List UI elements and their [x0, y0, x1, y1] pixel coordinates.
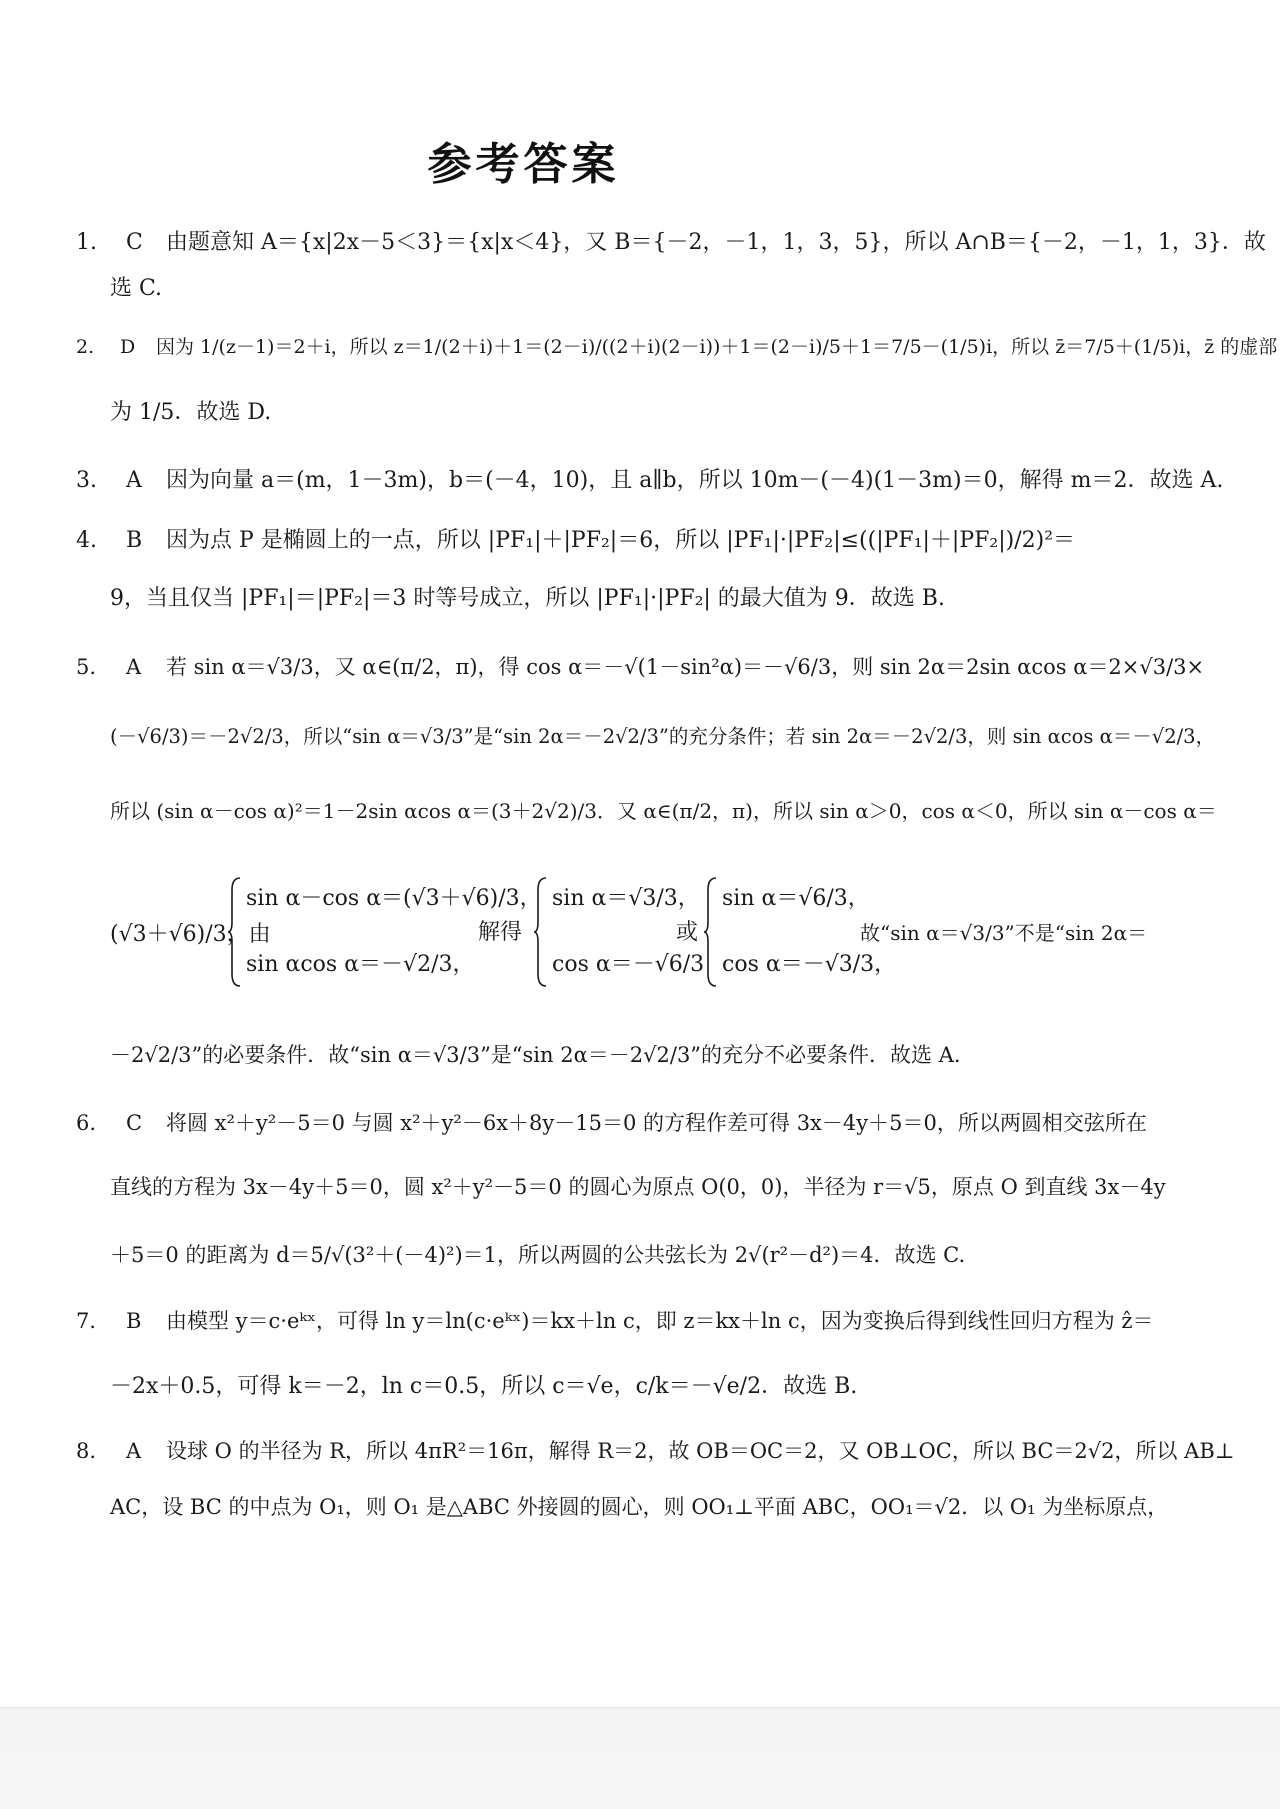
page-bottom-margin [0, 1708, 1280, 1809]
solution-1-sin: sin α＝√3/3， [552, 886, 700, 911]
answer-6-line-1 [76, 1108, 1147, 1138]
answer-choice: D [120, 336, 136, 358]
answer-number: 2. [76, 336, 95, 358]
answer-choice: B [126, 1309, 142, 1333]
solution-2-cos: cos α＝－√3/3， [722, 952, 897, 977]
answer-text: 由题意知 A＝{x|2x－5＜3}＝{x|x＜4}，又 B＝{－2，－1，1，3，5}，所以 A∩B＝{－2，－1，1，3}．故 [166, 230, 1266, 255]
left-brace-solution-2 [704, 876, 718, 994]
answer-8-line-2: AC，设 BC 的中点为 O₁，则 O₁ 是△ABC 外接圆的圆心，则 OO₁⊥平面 ABC，OO₁＝√2．以 O₁ 为坐标原点， [110, 1495, 1169, 1519]
answer-text: 若 sin α＝√3/3，又 α∈(π/2，π)，得 cos α＝－√(1－sin²α)＝－√6/3，则 sin 2α＝2sin αcos α＝2×√3/3× [166, 655, 1205, 679]
answer-choice: C [126, 1111, 143, 1135]
not-necessary-clause: 故“sin α＝√3/3”不是“sin 2α＝ [860, 921, 1148, 945]
answer-text: 因为向量 a＝(m，1－3m)，b＝(－4，10)，且 a∥b，所以 10m－(－4)(1－3m)＝0，解得 m＝2．故选 A. [166, 468, 1224, 493]
answer-number: 7. [76, 1309, 97, 1333]
page-title: 参考答案 [427, 139, 620, 190]
brace-icon [228, 876, 242, 988]
answer-4-line-2: 9，当且仅当 |PF₁|＝|PF₂|＝3 时等号成立，所以 |PF₁|·|PF₂| 的最大值为 9．故选 B. [110, 586, 945, 611]
brace-icon [534, 876, 548, 988]
answer-choice: A [126, 1439, 142, 1463]
solve-label: 解得 [478, 920, 523, 945]
answer-5-line-2: (－√6/3)＝－2√2/3，所以“sin α＝√3/3”是“sin 2α＝－2√2/3”的充分条件；若 sin 2α＝－2√2/3，则 sin αcos α＝－√2/3， [110, 725, 1216, 748]
answer-1-line-1 [76, 228, 1266, 258]
answer-choice: C [126, 230, 143, 255]
answer-5-line-3: 所以 (sin α－cos α)²＝1－2sin αcos α＝(3＋2√2)/3．又 α∈(π/2，π)，所以 sin α＞0，cos α＜0，所以 sin α－cos α＝ [110, 799, 1217, 823]
left-brace-solution-1 [534, 876, 548, 994]
answer-text: 因为 1/(z－1)＝2＋i，所以 z＝1/(2＋i)＋1＝(2－i)/((2＋i)(2－i))＋1＝(2－i)/5＋1＝7/5－(1/5)i，所以 z̄＝7/5＋(1/5)i，z̄ 的虚部 [156, 336, 1278, 358]
answer-choice: A [126, 468, 142, 493]
given-eq-2: sin αcos α＝－√2/3， [246, 952, 475, 977]
answer-5-line-4: (√3＋√6)/3，由 [110, 922, 271, 947]
answer-choice: A [126, 655, 142, 679]
answer-4-line-1 [76, 526, 1076, 556]
answer-2-line-2: 为 1/5．故选 D. [110, 400, 272, 425]
answer-number: 8. [76, 1439, 97, 1463]
or-label: 或 [676, 920, 699, 945]
answer-text: 设球 O 的半径为 R，所以 4πR²＝16π，解得 R＝2，故 OB＝OC＝2，又 OB⊥OC，所以 BC＝2√2，所以 AB⊥ [166, 1439, 1235, 1463]
answer-5-line-5: －2√2/3”的必要条件．故“sin α＝√3/3”是“sin 2α＝－2√2/3”的充分不必要条件．故选 A. [110, 1043, 961, 1067]
solution-2-sin: sin α＝√6/3， [722, 886, 870, 911]
answer-number: 4. [76, 528, 97, 553]
answer-text: 因为点 P 是椭圆上的一点，所以 |PF₁|＋|PF₂|＝6，所以 |PF₁|·|PF₂|≤((|PF₁|＋|PF₂|)/2)²＝ [166, 528, 1076, 553]
answer-text: 将圆 x²＋y²－5＝0 与圆 x²＋y²－6x＋8y－15＝0 的方程作差可得 3x－4y＋5＝0，所以两圆相交弦所在 [166, 1111, 1147, 1135]
answer-text: 由模型 y＝c·eᵏˣ，可得 ln y＝ln(c·eᵏˣ)＝kx＋ln c，即 z＝kx＋ln c，因为变换后得到线性回归方程为 ẑ＝ [166, 1309, 1154, 1333]
answer-choice: B [126, 528, 143, 553]
solution-1-cos: cos α＝－√6/3 [552, 952, 705, 977]
answer-7-line-2: －2x＋0.5，可得 k＝－2，ln c＝0.5，所以 c＝√e，c/k＝－√e/2．故选 B. [110, 1374, 858, 1399]
answer-7-line-1 [76, 1306, 1154, 1336]
answer-2-line-1 [76, 332, 1278, 362]
answer-number: 5. [76, 655, 97, 679]
brace-icon [704, 876, 718, 988]
left-brace-given [228, 876, 242, 994]
answer-1-line-2: 选 C. [110, 276, 163, 301]
answer-6-line-2: 直线的方程为 3x－4y＋5＝0，圆 x²＋y²－5＝0 的圆心为原点 O(0，0)，半径为 r＝√5，原点 O 到直线 3x－4y [110, 1175, 1166, 1199]
answer-6-line-3: ＋5＝0 的距离为 d＝5/√(3²＋(－4)²)＝1，所以两圆的公共弦长为 2√(r²－d²)＝4．故选 C. [110, 1243, 966, 1267]
given-eq-1: sin α－cos α＝(√3＋√6)/3， [246, 886, 542, 911]
answer-number: 3. [76, 468, 97, 493]
answer-3-line-1 [76, 466, 1224, 496]
answer-number: 6. [76, 1111, 97, 1135]
answer-8-line-1 [76, 1436, 1235, 1466]
answer-5-line-1 [76, 652, 1205, 682]
answer-number: 1. [76, 230, 97, 255]
